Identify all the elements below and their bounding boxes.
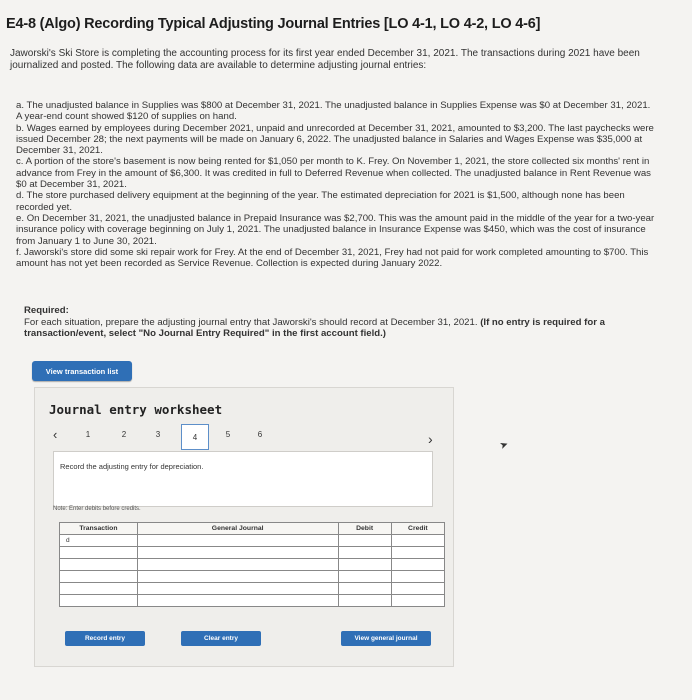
list-item xyxy=(16,190,656,213)
debit-cell[interactable] xyxy=(338,595,391,607)
transaction-cell xyxy=(60,583,138,595)
item-text: On December 31, 2021, the unadjusted balance in Prepaid Insurance was $2,700. This was the amount paid in the middle of the year for a two-year insurance policy with coverage beginning on July 1, 2021. The unadjusted balance in Insurance Expense was $450, which was the cost of insurance from January 1 to June 30, 2021. xyxy=(16,212,655,247)
transaction-cell xyxy=(60,547,138,559)
credit-cell[interactable] xyxy=(391,559,444,571)
page-5-tab[interactable]: 5 xyxy=(225,430,231,439)
required-note: (If no entry is required for a transaction/event, select "No Journal Entry Required" in the first account field.) xyxy=(24,316,605,339)
journal-table xyxy=(59,522,445,607)
account-cell[interactable] xyxy=(137,595,338,607)
table-row xyxy=(60,571,445,583)
transaction-cell xyxy=(60,571,138,583)
table-header-row xyxy=(60,523,445,535)
list-item xyxy=(16,247,656,270)
worksheet-title: Journal entry worksheet xyxy=(49,402,223,417)
transaction-list xyxy=(16,100,656,269)
note-text: Note: Enter debits before credits. xyxy=(53,506,141,512)
debit-cell[interactable] xyxy=(338,583,391,595)
instruction-text: Record the adjusting entry for depreciation. xyxy=(60,462,204,471)
item-text: Jaworski's store did some ski repair work for Frey. At the end of December 31, 2021, Frey had not paid for work completed amounting to $700. This amount has not yet been recorded as Service Revenue. Collection is expected during January 2022. xyxy=(16,246,649,270)
required-section xyxy=(24,305,664,340)
credit-cell[interactable] xyxy=(391,595,444,607)
record-entry-button[interactable]: Record entry xyxy=(65,631,145,646)
item-label: c. xyxy=(16,156,24,168)
table-row xyxy=(60,583,445,595)
column-header-general-journal: General Journal xyxy=(137,523,338,535)
credit-cell[interactable] xyxy=(391,571,444,583)
list-item xyxy=(16,213,656,247)
item-label: b. xyxy=(16,122,25,134)
instruction-box xyxy=(53,451,433,507)
list-item xyxy=(16,100,656,123)
credit-cell[interactable] xyxy=(391,583,444,595)
credit-cell[interactable] xyxy=(391,547,444,559)
transaction-cell xyxy=(60,559,138,571)
debit-cell[interactable] xyxy=(338,559,391,571)
clear-entry-button[interactable]: Clear entry xyxy=(181,631,261,646)
chevron-right-icon[interactable]: › xyxy=(428,431,433,447)
table-row xyxy=(60,559,445,571)
transaction-cell: d xyxy=(60,535,138,547)
item-label: e. xyxy=(16,212,25,224)
cursor-icon: ➤ xyxy=(498,438,511,453)
debit-cell[interactable] xyxy=(338,547,391,559)
page-3-tab[interactable]: 3 xyxy=(155,430,161,439)
account-cell[interactable] xyxy=(137,547,338,559)
transaction-cell xyxy=(60,595,138,607)
list-item xyxy=(16,156,656,190)
chevron-left-icon[interactable]: ‹ xyxy=(53,427,58,442)
page-1-tab[interactable]: 1 xyxy=(85,430,91,439)
account-cell[interactable] xyxy=(137,571,338,583)
item-text: A portion of the store's basement is now being rented for $1,050 per month to K. Frey. On November 1, 2021, the store collected six months' rent in advance from Frey in the amount of $6,300. It was credited in full to Deferred Revenue when collected. The unadjusted balance in Rent Revenue was $0 at December 31, 2021. xyxy=(16,156,651,191)
account-cell[interactable] xyxy=(137,535,338,547)
required-heading: Required: xyxy=(24,305,69,316)
column-header-credit: Credit xyxy=(391,523,444,535)
item-label: f. xyxy=(16,246,22,258)
intro-text: Jaworski's Ski Store is completing the accounting process for its first year ended December 31, 2021. The transactions during 2021 have been journalized and posted. The following data are available to determine adjusting journal entries: xyxy=(10,48,640,71)
table-row xyxy=(60,535,445,547)
account-cell[interactable] xyxy=(137,559,338,571)
journal-entry-worksheet xyxy=(34,387,454,667)
page-4-tab[interactable]: 4 xyxy=(181,424,209,450)
table-row xyxy=(60,595,445,607)
worksheet-pager xyxy=(53,424,453,450)
item-label: d. xyxy=(16,190,25,202)
column-header-debit: Debit xyxy=(338,523,391,535)
credit-cell[interactable] xyxy=(391,535,444,547)
page-6-tab[interactable]: 6 xyxy=(257,430,263,439)
item-text: Wages earned by employees during December 2021, unpaid and unrecorded at December 31, 2021, amounted to $3,200. The last paychecks were issued December 28; the next payments will be made on January 6, 2022. The unadjusted balance in Salaries and Wages Expense was $35,000 at December 31, 2021. xyxy=(16,122,654,157)
view-transaction-list-button[interactable]: View transaction list xyxy=(32,361,132,381)
account-cell[interactable] xyxy=(137,583,338,595)
item-text: The store purchased delivery equipment at the beginning of the year. The estimated depreciation for 2021 is $1,500, although none has been recorded yet. xyxy=(16,190,625,213)
list-item xyxy=(16,123,656,157)
item-text: The unadjusted balance in Supplies was $800 at December 31, 2021. The unadjusted balance in Supplies Expense was $0 at December 31, 2021. A year-end count showed $120 of supplies on hand. xyxy=(16,100,651,123)
item-label: a. xyxy=(16,100,25,111)
column-header-transaction: Transaction xyxy=(60,523,138,535)
table-row xyxy=(60,547,445,559)
debit-cell[interactable] xyxy=(338,535,391,547)
view-general-journal-button[interactable]: View general journal xyxy=(341,631,431,646)
page-title: E4-8 (Algo) Recording Typical Adjusting Journal Entries [LO 4-1, LO 4-2, LO 4-6] xyxy=(6,16,541,32)
debit-cell[interactable] xyxy=(338,571,391,583)
required-text: For each situation, prepare the adjusting journal entry that Jaworski's should record at December 31, 2021. xyxy=(24,316,478,328)
page-2-tab[interactable]: 2 xyxy=(121,430,127,439)
